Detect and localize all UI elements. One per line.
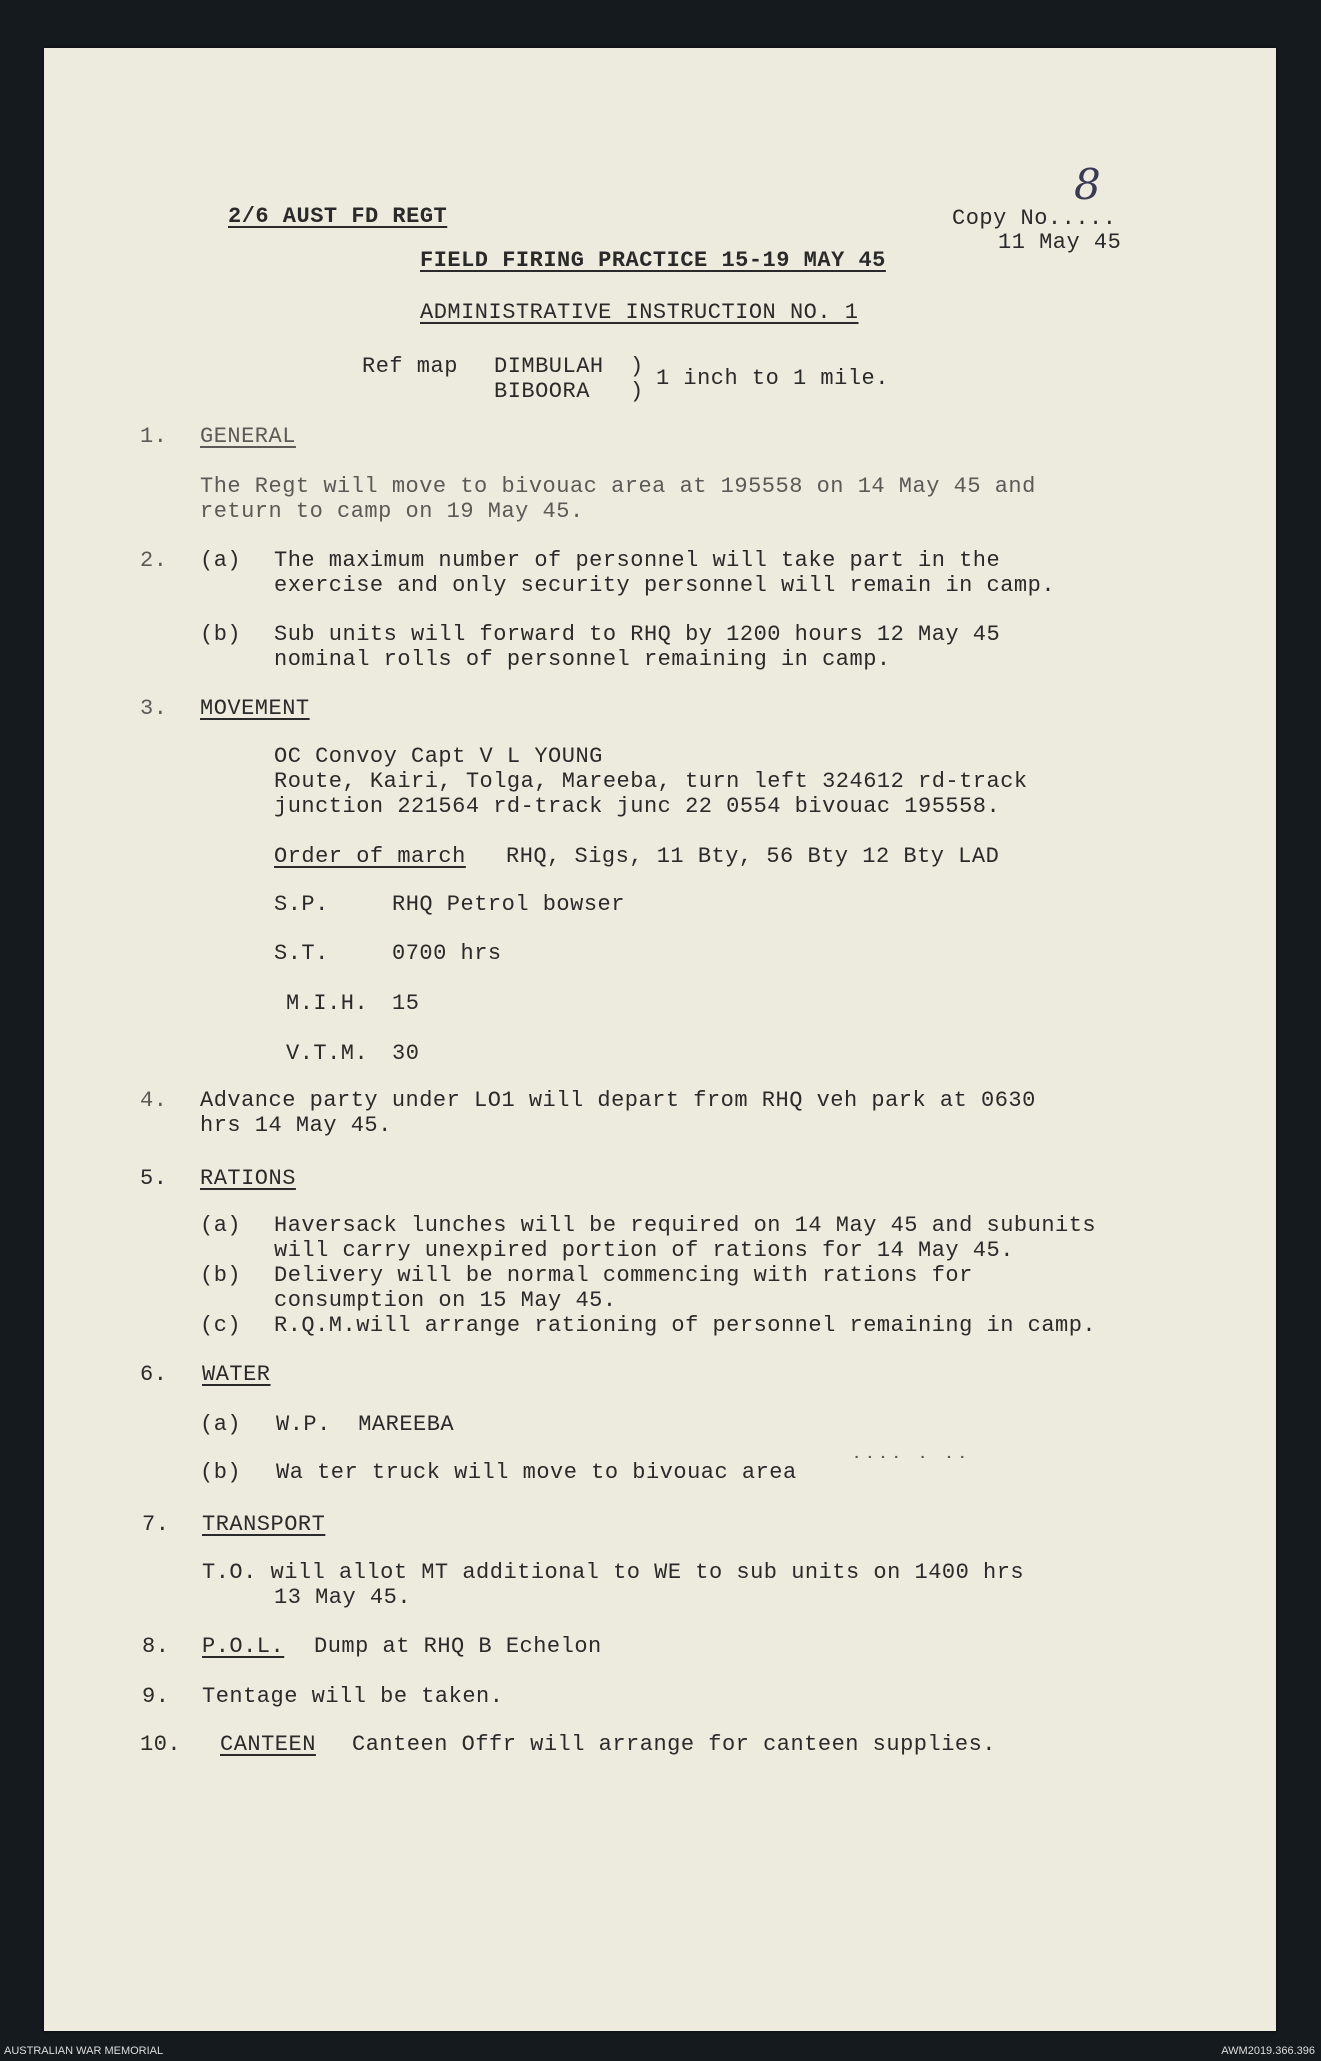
bracket-mark: ) [630, 354, 644, 379]
para-2a-line-1: The maximum number of personnel will take part in the [274, 548, 1001, 573]
section-heading-canteen: CANTEEN [220, 1732, 316, 1757]
document-date: 11 May 45 [998, 230, 1122, 255]
copy-label: Copy No..... [952, 206, 1117, 231]
ref-map-label: Ref map [362, 354, 458, 379]
para-6a: W.P. MAREEBA [276, 1412, 455, 1437]
sp-label: S.P. [274, 892, 329, 917]
movement-line-3: junction 221564 rd-track junc 22 0554 bivouac 195558. [274, 794, 1001, 819]
section-number: 10. [140, 1732, 182, 1757]
section-number: 8. [142, 1634, 170, 1659]
vtm-label: V.T.M. [286, 1041, 369, 1066]
para-5b-line-2: consumption on 15 May 45. [274, 1288, 617, 1313]
st-value: 0700 hrs [392, 941, 502, 966]
sub-label: (a) [200, 1213, 242, 1238]
footer-reference-id: AWM2019.366.396 [1221, 2045, 1315, 2057]
general-line-2: return to camp on 19 May 45. [200, 499, 584, 524]
sub-label: (b) [200, 1263, 242, 1288]
map-scale: 1 inch to 1 mile. [656, 366, 889, 391]
ref-map-sheet-1: DIMBULAH [494, 354, 604, 379]
document-page [44, 48, 1276, 2031]
para-8: Dump at RHQ B Echelon [314, 1634, 602, 1659]
para-4-line-2: hrs 14 May 45. [200, 1113, 392, 1138]
para-5b-line-1: Delivery will be normal commencing with rations for [274, 1263, 973, 1288]
para-2a-line-2: exercise and only security personnel will remain in camp. [274, 573, 1056, 598]
section-heading-general: GENERAL [200, 424, 296, 449]
vtm-value: 30 [392, 1041, 420, 1066]
copy-number-handwritten: 8 [1074, 160, 1101, 209]
section-number: 6. [140, 1362, 168, 1387]
para-2b-line-1: Sub units will forward to RHQ by 1200 hours 12 May 45 [274, 622, 1001, 647]
para-6b: Wa ter truck will move to bivouac area [276, 1460, 797, 1485]
mih-label: M.I.H. [286, 991, 369, 1016]
mih-value: 15 [392, 991, 420, 1016]
section-heading-water: WATER [202, 1362, 271, 1387]
sp-value: RHQ Petrol bowser [392, 892, 625, 917]
section-number: 9. [142, 1684, 170, 1709]
st-label: S.T. [274, 941, 329, 966]
para-5a-line-1: Haversack lunches will be required on 14 May 45 and subunits [274, 1213, 1097, 1238]
movement-line-1: OC Convoy Capt V L YOUNG [274, 744, 603, 769]
section-number: 7. [142, 1512, 170, 1537]
bracket-mark: ) [630, 379, 644, 404]
document-title: FIELD FIRING PRACTICE 15-19 MAY 45 [420, 248, 886, 273]
para-5a-line-2: will carry unexpired portion of rations for 14 May 45. [274, 1238, 1014, 1263]
order-of-march-label: Order of march [274, 844, 466, 869]
ref-map-sheet-2: BIBOORA [494, 379, 590, 404]
section-heading-rations: RATIONS [200, 1166, 296, 1191]
para-7-line-1: T.O. will allot MT additional to WE to sub units on 1400 hrs [202, 1560, 1025, 1585]
sub-label: (b) [200, 1460, 242, 1485]
sub-label: (a) [200, 1412, 242, 1437]
faded-text-marks: ˙˙˙˙ ˙ ˙˙ [850, 1454, 969, 1479]
section-number: 4. [140, 1088, 168, 1113]
order-of-march: RHQ, Sigs, 11 Bty, 56 Bty 12 Bty LAD [506, 844, 1000, 869]
general-line-1: The Regt will move to bivouac area at 195558 on 14 May 45 and [200, 474, 1036, 499]
para-2b-line-2: nominal rolls of personnel remaining in camp. [274, 647, 891, 672]
section-number: 3. [140, 696, 168, 721]
sub-label: (a) [200, 548, 242, 573]
unit-heading: 2/6 AUST FD REGT [228, 204, 448, 229]
section-number: 5. [140, 1166, 168, 1191]
movement-line-2: Route, Kairi, Tolga, Mareeba, turn left 324612 rd-track [274, 769, 1028, 794]
para-4-line-1: Advance party under LO1 will depart from RHQ veh park at 0630 [200, 1088, 1036, 1113]
para-10: Canteen Offr will arrange for canteen supplies. [352, 1732, 997, 1757]
sub-label: (c) [200, 1313, 242, 1338]
section-number: 1. [140, 424, 168, 449]
footer-archive-name: AUSTRALIAN WAR MEMORIAL [4, 2045, 164, 2057]
section-number: 2. [140, 548, 168, 573]
section-heading-transport: TRANSPORT [202, 1512, 326, 1537]
section-heading-pol: P.O.L. [202, 1634, 285, 1659]
section-heading-movement: MOVEMENT [200, 696, 310, 721]
para-7-line-2: 13 May 45. [274, 1585, 412, 1610]
para-9: Tentage will be taken. [202, 1684, 504, 1709]
sub-label: (b) [200, 622, 242, 647]
document-subtitle: ADMINISTRATIVE INSTRUCTION NO. 1 [420, 300, 859, 325]
para-5c-line-1: R.Q.M.will arrange rationing of personnel remaining in camp. [274, 1313, 1097, 1338]
